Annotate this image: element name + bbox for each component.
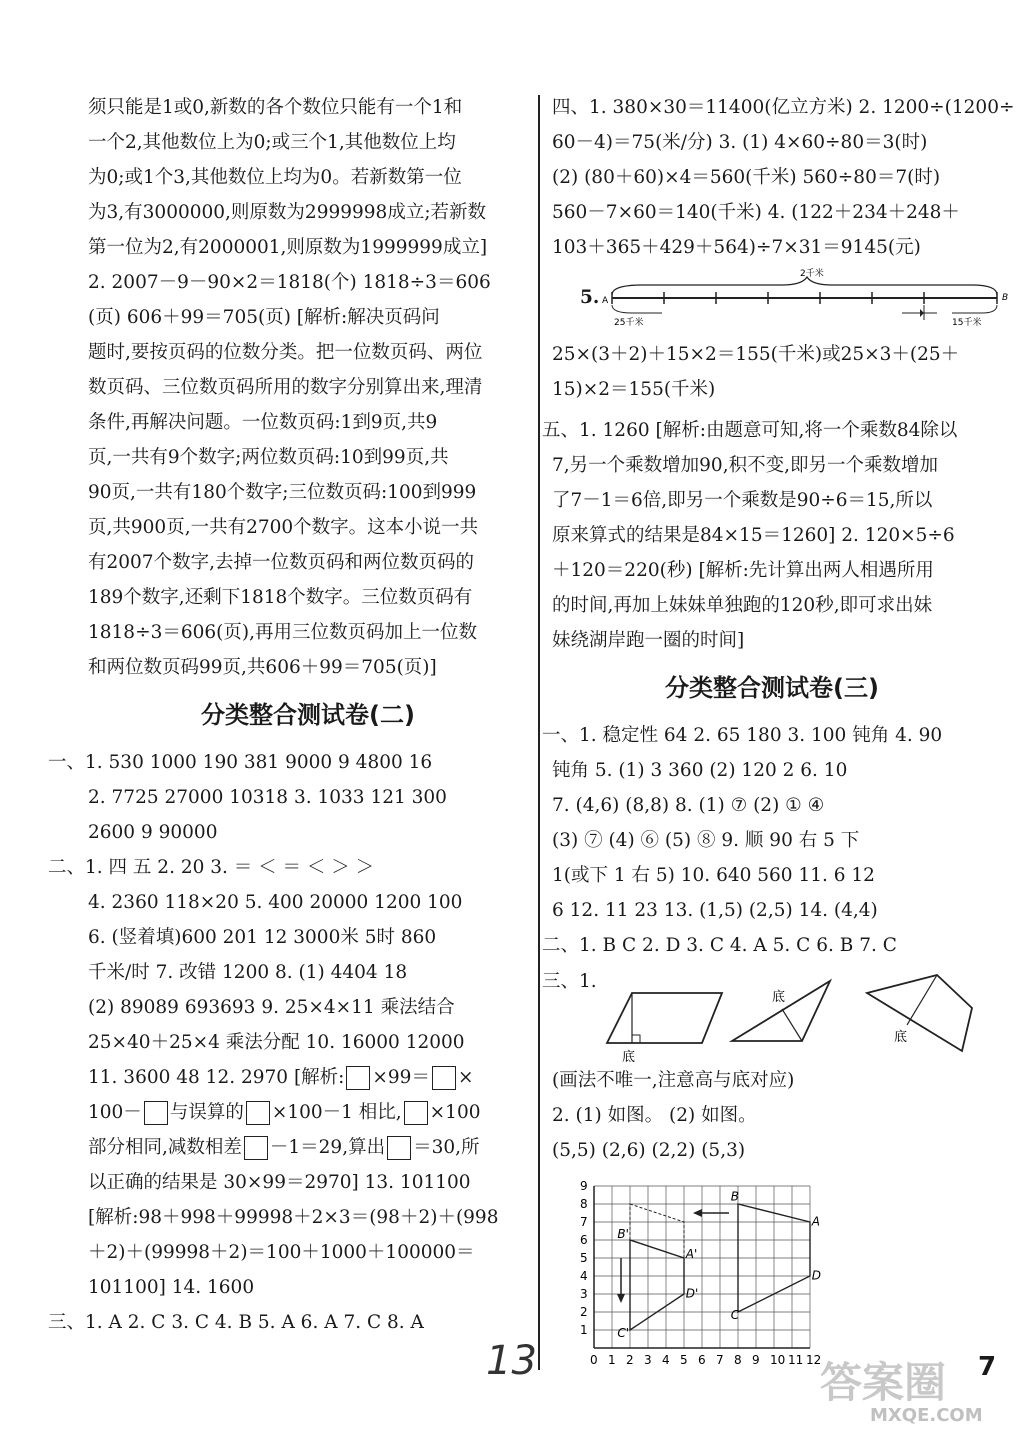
r-sec2-line: 二、1. B C 2. D 3. C 4. A 5. C 6. B 7. C [542,935,897,956]
label-left: 25千米 [614,318,644,328]
sec4-line: (2) (80＋60)×4＝560(千米) 560÷80＝7(时) [552,167,941,188]
sec5-line: 五、1. 1260 [解析:由题意可知,将一个乘数84除以 [542,420,958,441]
sec5-line: 原来算式的结果是84×15＝1260] 2. 120×5÷6 [552,525,955,546]
point-label: A [811,1214,821,1229]
right-angle-mark [632,1035,640,1043]
q5-line: 15)×2＝155(千米) [552,379,716,400]
point-label: B' [617,1227,629,1242]
handwritten-note: 13 [486,1338,537,1384]
y-tick-label: 7 [580,1215,588,1229]
intro-line: 为0;或1个3,其他数位上均为0。若新数第一位 [88,167,462,188]
q5-line: 25×(3＋2)＋15×2＝155(千米)或25×3＋(25＋ [552,344,960,365]
sec5-line: 7,另一个乘数增加90,积不变,即另一个乘数增加 [552,455,938,476]
sec5-line: 了7－1＝6倍,即另一个乘数是90÷6＝15,所以 [552,490,933,511]
sec2b-line: 以正确的结果是 30×99＝2970] 13. 101100 [88,1172,471,1193]
sec1-line: 2. 7725 27000 10318 3. 1033 121 300 [88,787,447,808]
height-line [907,975,937,1025]
blank-box [346,1066,370,1090]
point-label: D' [685,1286,699,1301]
sec2-line: 二、1. 四 五 2. 20 3. ＝ ＜ ＝ ＜ ＞ ＞ [48,857,375,878]
sec5-line: 妹绕湖岸跑一圈的时间] [552,630,745,651]
q2-line: 题时,要按页码的位数分类。把一位数页码、两位 [88,342,483,363]
text-seg: 与误算的 [169,1102,244,1123]
x-tick-label: 9 [752,1353,760,1367]
y-tick-label: 5 [580,1251,588,1265]
q2-line: 条件,再解决问题。一位数页码:1到9页,共9 [88,412,438,433]
r-sec1-line: 7. (4,6) (8,8) 8. (1) ⑦ (2) ① ④ [552,795,825,816]
q2-line: 2. 2007－9－90×2＝1818(个) 1818÷3＝606 [88,272,491,293]
point-label: D [811,1268,822,1283]
segment-diagram-row [552,265,1009,337]
right-column [542,90,1015,1370]
sec2b-line: [解析:98＋998＋99998＋2×3＝(98＋2)＋(998 [88,1207,499,1228]
base-label: 底 [622,1050,636,1065]
q2-line: 数页码、三位数页码所用的数字分别算出来,理清 [88,377,483,398]
shapes-figure [602,963,1032,1063]
r-sec1-line: 钝角 5. (1) 3 360 (2) 120 2 6. 10 [552,760,848,781]
y-tick-label: 3 [580,1287,588,1301]
sec2-line: 千米/时 7. 改错 1200 8. (1) 4404 18 [88,962,408,983]
x-tick-label: 4 [662,1353,670,1367]
q2-line: 和两位数页码99页,共606＋99＝705(页)] [88,657,437,678]
brace-top [612,277,997,295]
label-right: 15千米 [952,318,982,328]
intro-line: 为3,有3000000,则原数为2999998成立;若新数 [88,202,487,223]
sec2-line: 6. (竖着填)600 201 12 3000米 5时 860 [88,927,437,948]
r-sec1-line: 1(或下 1 右 5) 10. 640 560 11. 6 12 [552,865,875,886]
sec4-line: 四、1. 380×30＝11400(亿立方米) 2. 1200÷(1200÷ [552,97,1015,118]
x-tick-label: 2 [626,1353,634,1367]
text-seg: 11. 3600 48 12. 2970 [解析: [88,1067,345,1088]
shape-translated [630,1240,684,1330]
left-column [48,90,528,1340]
sec1-line: 2600 9 90000 [88,822,218,843]
blank-box [432,1066,456,1090]
x-tick-label: 3 [644,1353,652,1367]
x-tick-label: 7 [716,1353,724,1367]
brace-right [952,305,997,313]
text-seg: ×100 [429,1102,481,1123]
q2-line: (页) 606＋99＝705(页) [解析:解决页码问 [88,307,440,328]
sec2b-line [88,1130,528,1165]
point-label: B [730,1189,740,1204]
q2-line: 页,共900页,一共有2700个数字。这本小说一共 [88,517,479,538]
column-divider [538,95,540,1370]
intro-line: 第一位为2,有2000001,则原数为1999999成立] [88,237,488,258]
height-line [782,1009,802,1041]
page-number: 7 [978,1352,997,1382]
point-label: A' [685,1247,698,1261]
base-label: 底 [772,990,786,1005]
quad-shape [867,975,972,1051]
point-label: C' [617,1326,630,1341]
sec2-line: (2) 89089 693693 9. 25×4×11 乘法结合 [88,997,455,1018]
sec2b-line [88,1060,528,1095]
x-tick-label: 8 [734,1353,742,1367]
text-seg: × [457,1067,474,1088]
base-label: 底 [894,1030,908,1045]
blank-box [404,1101,428,1125]
label-b: B [1002,293,1009,303]
sec4-line: 560－7×60＝140(千米) 4. (122＋234＋248＋ [552,202,960,223]
label-top: 2千米 [800,269,824,279]
sec3-label: 三、1. [542,971,597,992]
x-tick-label: 5 [680,1353,688,1367]
q2-line: 页,一共有9个数字;两位数页码:10到99页,共 [88,447,449,468]
x-tick-label: 1 [608,1353,616,1367]
text-seg: 部分相同,减数相差 [88,1137,242,1158]
q2-line: 189个数字,还剩下1818个数字。三位数页码有 [88,587,473,608]
x-tick-label: 0 [590,1353,598,1367]
text-seg: ×100－1 相比, [271,1102,402,1123]
section-title-2: 分类整合测试卷(二) [201,701,415,729]
sec2b-line [88,1095,528,1130]
sec2b-line: 101100] 14. 1600 [88,1277,255,1298]
text-seg: 100－ [88,1102,142,1123]
y-tick-label: 9 [580,1179,588,1193]
sec1-line: 一、1. 530 1000 190 381 9000 9 4800 16 [48,752,433,773]
y-tick-label: 8 [580,1197,588,1211]
text-seg: －1＝29,算出 [269,1137,386,1158]
label-a: A [602,296,609,306]
r-sec1-line: 一、1. 稳定性 64 2. 65 180 3. 100 钝角 4. 90 [542,725,943,746]
r-sec1-line: (3) ⑦ (4) ⑥ (5) ⑧ 9. 顺 90 右 5 下 [552,830,860,851]
sec2-line: 25×40＋25×4 乘法分配 10. 16000 12000 [88,1032,465,1053]
blank-box [144,1101,168,1125]
q2-line: 有2007个数字,去掉一位数页码和两位数页码的 [88,552,474,573]
r-sec1-line: 6 12. 11 23 13. (1,5) (2,5) 14. (4,4) [552,900,878,921]
q5-label: 5. [580,287,600,308]
y-tick-label: 4 [580,1269,588,1283]
text-seg: ＝30,所 [413,1137,480,1158]
shape-dashed [630,1204,684,1258]
watermark-url: MXQE.COM [870,1405,983,1426]
parallelogram-shape [607,993,722,1043]
q2-line: 1818÷3＝606(页),再用三位数页码加上一位数 [88,622,477,643]
q2-line: 90页,一共有180个数字;三位数页码:100到999 [88,482,477,503]
sec4-line: 60－4)＝75(米/分) 3. (1) 4×60÷80＝3(时) [552,132,928,153]
shapes-row [542,963,992,1065]
point-label: C [730,1308,740,1323]
x-tick-label: 11 [788,1353,804,1367]
blank-box [244,1136,268,1160]
sec4-line: 103＋365＋429＋564)÷7×31＝9145(元) [552,237,921,258]
arrow-down-head [617,1294,625,1303]
blank-box [387,1136,411,1160]
y-tick-label: 1 [580,1323,588,1337]
sec5-line: 的时间,再加上妹妹单独跑的120秒,即可求出妹 [552,595,933,616]
text-seg: ×99＝ [372,1067,430,1088]
section-title-3: 分类整合测试卷(三) [665,674,879,702]
x-tick-label: 10 [770,1353,786,1367]
watermark: 答案圈 [820,1358,947,1407]
segment-diagram [602,265,1022,337]
sec5-line: ＋120＝220(秒) [解析:先计算出两人相遇所用 [552,560,934,581]
coordinate-grid [572,1170,832,1370]
arrow-left-head [693,1209,702,1217]
q2-line: 2. (1) 如图。 (2) 如图。 [552,1105,757,1126]
blank-box [246,1101,270,1125]
sec2-line: 4. 2360 118×20 5. 400 20000 1200 100 [88,892,463,913]
y-tick-label: 2 [580,1305,588,1319]
y-tick-label: 6 [580,1233,588,1247]
arrow-head [920,309,924,317]
x-tick-label: 12 [806,1353,822,1367]
sec3-line: 三、1. A 2. C 3. C 4. B 5. A 6. A 7. C 8. A [48,1312,424,1333]
intro-line: 须只能是1或0,新数的各个数位只能有一个1和 [88,97,463,118]
intro-line: 一个2,其他数位上为0;或三个1,其他数位上均 [88,132,456,153]
x-tick-label: 6 [698,1353,706,1367]
coords-line: (5,5) (2,6) (2,2) (5,3) [552,1140,746,1161]
sec2b-line: ＋2)＋(99998＋2)＝100＋1000＋100000＝ [88,1242,475,1263]
brace-left [612,305,662,313]
note-line: (画法不唯一,注意高与底对应) [552,1070,795,1091]
